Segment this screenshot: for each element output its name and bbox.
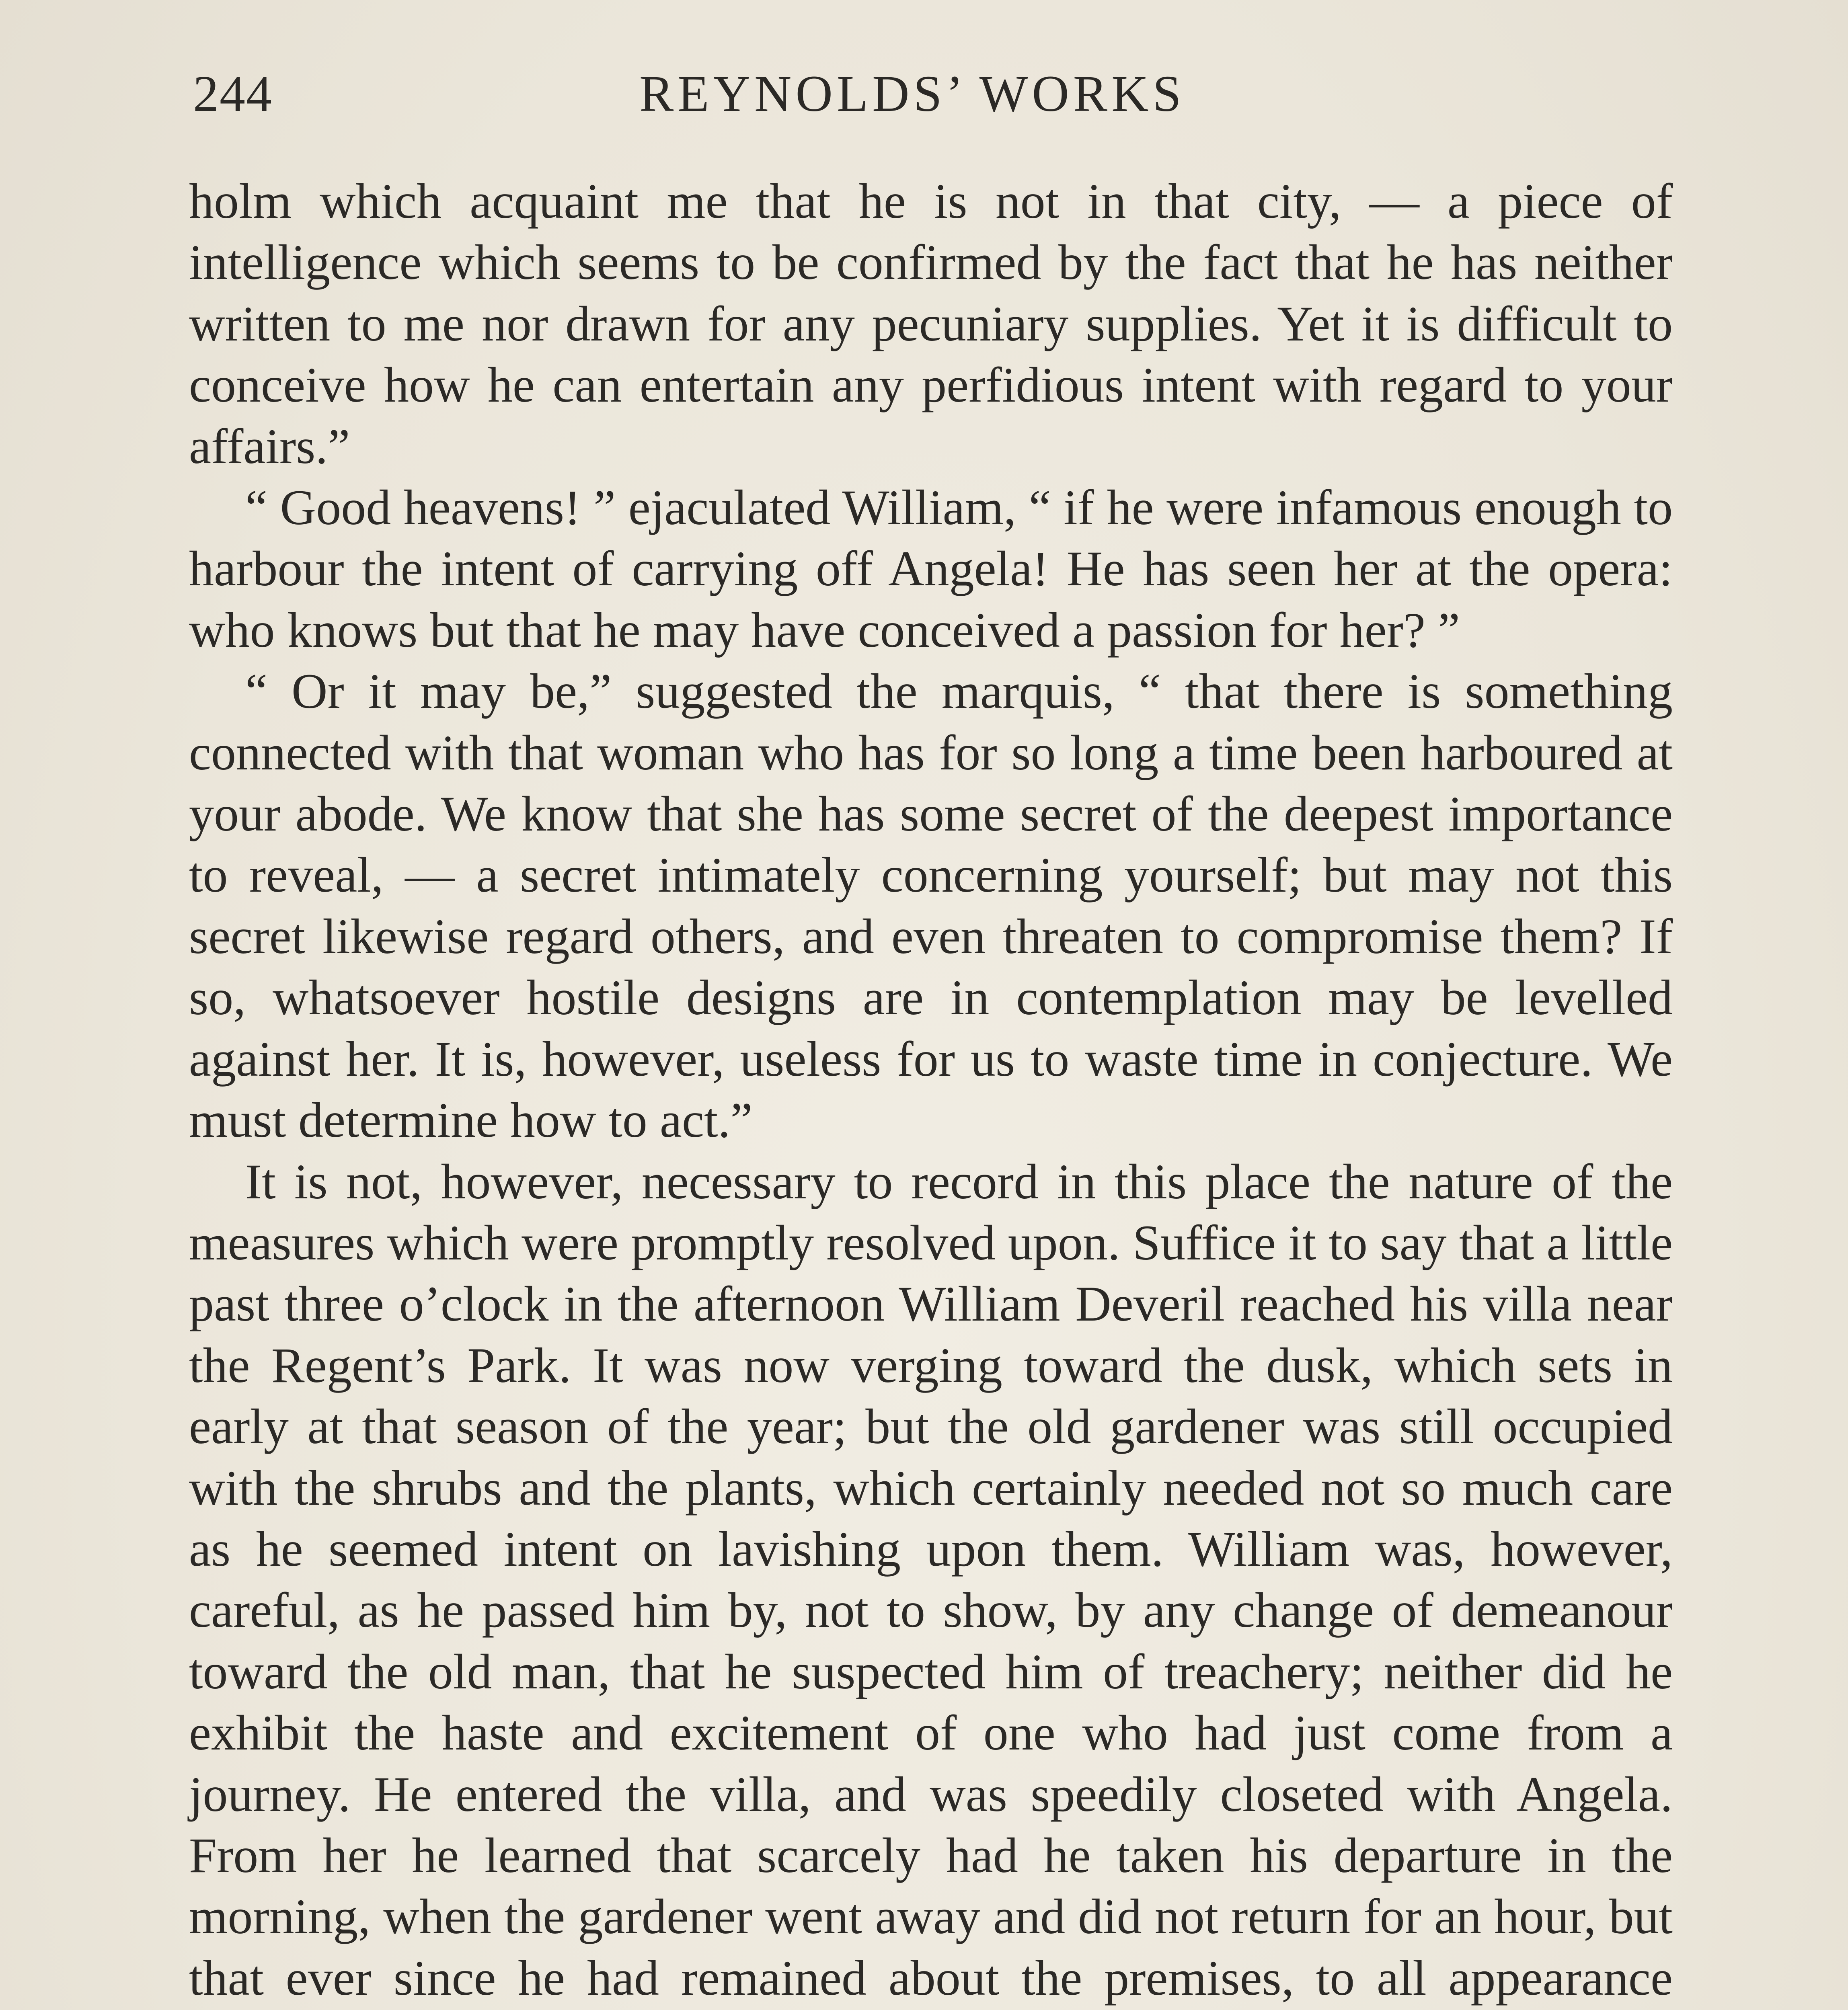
page-number: 244 bbox=[193, 65, 273, 122]
paragraph: It is not, however, necessary to record in this place the nature of the measures which were promptly resolved upon. Suffice it to say that a little past three o’clock in the afternoon William Deveril reached his villa near the Regent’s Park. It was now verging toward the dusk, which sets in early at that season of the year; but the old gardener was still occupied with the shrubs and the plants, which certainly needed not so much care as he seemed intent on lavishing upon them. William was, however, careful, as he passed him by, not to show, by any change of demeanour toward the old man, that he suspected him of treachery; neither did he exhibit the haste and excitement of one who had just come from a journey. He entered the villa, and was speedily closeted with Angela. From her he learned that scarcely had he taken his departure in the morning, when the gardener went away and did not return for an hour, but that ever since he had remained about the premises, to all appearance bbox=[189, 1154, 1673, 2006]
page-header bbox=[193, 60, 1673, 141]
running-head: REYNOLDS’ WORKS bbox=[639, 65, 1185, 122]
body-text bbox=[189, 171, 1673, 2010]
paragraph: “ Or it may be,” suggested the marquis, “ that there is something connected with that woman who has for so long a time been harboured at your abode. We know that she has some secret of the deepest importance to reveal, — a secret intimately concerning yourself; but may not this secret likewise regard others, and even threaten to compromise them? If so, whatsoever hostile designs are in contemplation may be levelled against her. It is, however, useless for us to waste time in conjecture. We must determine how to act.” bbox=[189, 664, 1673, 1148]
paragraph: “ Good heavens! ” ejaculated William, “ if he were infamous enough to harbour the intent of carrying off Angela! He has seen her at the opera: who knows but that he may have conceived a passion for her? ” bbox=[189, 480, 1673, 658]
paragraph-continued: holm which acquaint me that he is not in that city, — a piece of intelligence which seems to be confirmed by the fact that he has neither written to me nor drawn for any pecuniary supplies. Yet it is difficult to conceive how he can entertain any perfidious intent with regard to your affairs.” bbox=[189, 174, 1673, 474]
